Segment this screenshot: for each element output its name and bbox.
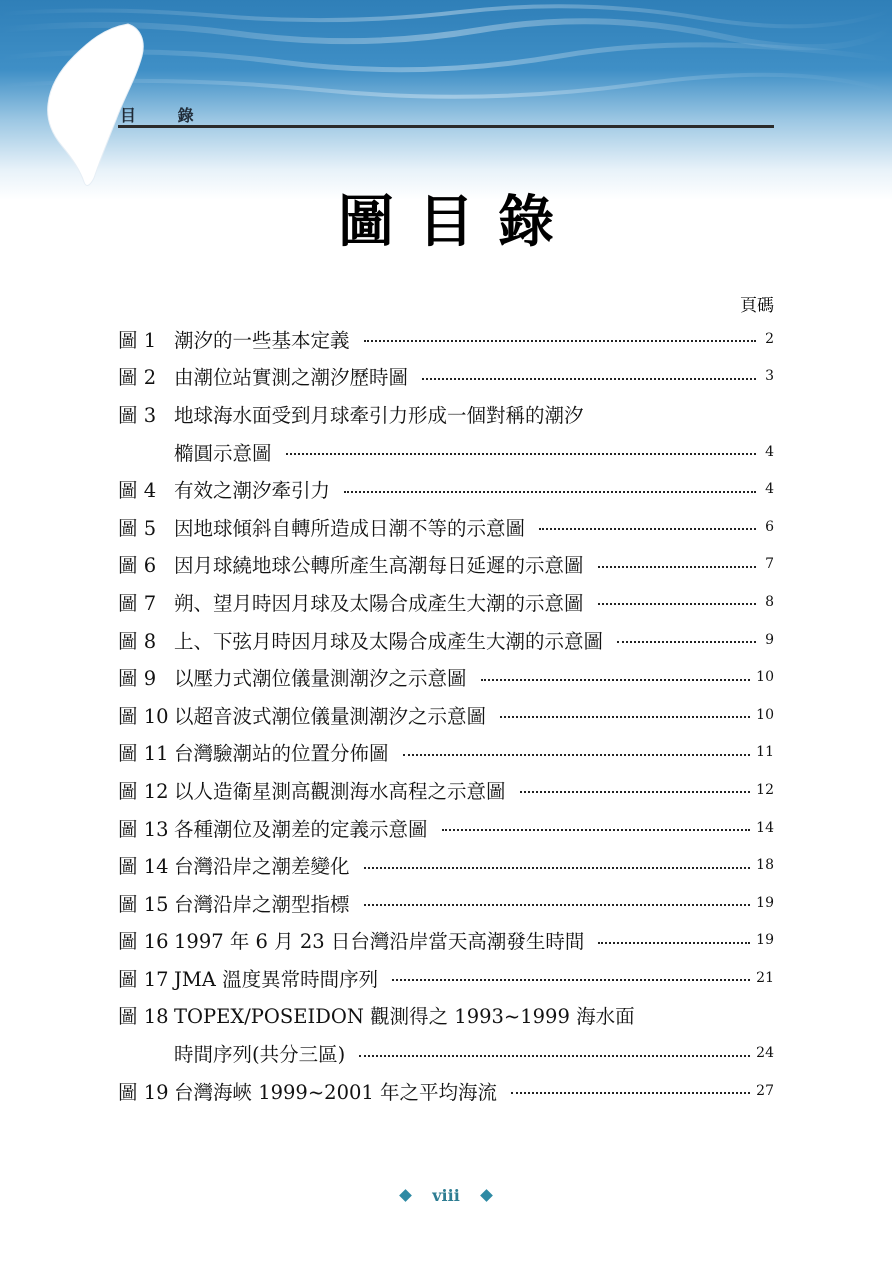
page-number: 11 bbox=[756, 744, 774, 761]
toc-row bbox=[118, 771, 774, 809]
figure-title: 潮汐的一些基本定義 bbox=[174, 328, 350, 352]
dot-leader bbox=[364, 339, 756, 342]
dot-leader bbox=[539, 527, 756, 530]
dot-leader bbox=[344, 490, 756, 493]
page-number: 6 bbox=[765, 518, 774, 535]
dot-leader bbox=[481, 678, 751, 681]
figure-title: 由潮位站實測之潮汐歷時圖 bbox=[174, 366, 409, 390]
figure-number: 圖 15 bbox=[118, 892, 169, 916]
figure-title: 橢圓示意圖 bbox=[174, 441, 272, 465]
page-number: 21 bbox=[756, 969, 774, 986]
dot-leader bbox=[403, 753, 751, 756]
dot-leader bbox=[286, 452, 756, 455]
figure-title: 台灣驗潮站的位置分佈圖 bbox=[174, 742, 389, 766]
dot-leader bbox=[500, 715, 750, 718]
figure-number: 圖 9 bbox=[118, 667, 157, 691]
figure-title: 1997 年 6 月 23 日台灣沿岸當天高潮發生時間 bbox=[174, 930, 585, 954]
figure-number: 圖 4 bbox=[118, 479, 157, 503]
dot-leader bbox=[511, 1091, 750, 1094]
dot-leader bbox=[442, 828, 751, 831]
page-number: 3 bbox=[765, 368, 774, 385]
figure-title: 時間序列(共分三區) bbox=[174, 1043, 346, 1067]
figure-number: 圖 16 bbox=[118, 930, 169, 954]
page-number: 2 bbox=[765, 330, 774, 347]
page-number: 19 bbox=[756, 894, 774, 911]
figure-title: 因地球傾斜自轉所造成日潮不等的示意圖 bbox=[174, 516, 526, 540]
figure-number: 圖 12 bbox=[118, 779, 169, 803]
toc-row bbox=[118, 809, 774, 847]
toc-row bbox=[118, 470, 774, 508]
figure-number: 圖 13 bbox=[118, 817, 169, 841]
toc-row bbox=[118, 884, 774, 922]
figure-number: 圖 18 bbox=[118, 1005, 169, 1029]
dot-leader bbox=[617, 640, 756, 643]
diamond-right-icon bbox=[480, 1189, 493, 1202]
page-number: 8 bbox=[765, 593, 774, 610]
page-number: 14 bbox=[756, 819, 774, 836]
toc-row bbox=[118, 546, 774, 584]
footer bbox=[0, 1186, 892, 1205]
page-number: 19 bbox=[756, 932, 774, 949]
section-label: 目 錄 bbox=[120, 106, 212, 125]
taiwan-island-icon bbox=[0, 0, 180, 200]
figure-title: 朔、望月時因月球及太陽合成產生大潮的示意圖 bbox=[174, 591, 584, 615]
figure-title: 有效之潮汐牽引力 bbox=[174, 479, 331, 503]
page-number: 9 bbox=[765, 631, 774, 648]
footer-page-number: viii bbox=[432, 1186, 460, 1205]
toc-row bbox=[118, 358, 774, 396]
figure-title: 以人造衛星測高觀測海水高程之示意圖 bbox=[174, 779, 506, 803]
diamond-left-icon bbox=[399, 1189, 412, 1202]
dot-leader bbox=[359, 1054, 750, 1057]
dot-leader bbox=[520, 790, 751, 793]
figure-title: 上、下弦月時因月球及太陽合成產生大潮的示意圖 bbox=[174, 629, 604, 653]
figure-number: 圖 1 bbox=[118, 328, 157, 352]
figure-title: 地球海水面受到月球牽引力形成一個對稱的潮汐 bbox=[174, 403, 584, 427]
figure-title: 因月球繞地球公轉所產生高潮每日延遲的示意圖 bbox=[174, 554, 584, 578]
toc-row bbox=[118, 583, 774, 621]
figure-title: JMA 溫度異常時間序列 bbox=[174, 967, 379, 991]
page-number: 24 bbox=[756, 1045, 774, 1062]
page-number: 12 bbox=[756, 781, 774, 798]
page-number: 4 bbox=[765, 481, 774, 498]
figure-title: 以超音波式潮位儀量測潮汐之示意圖 bbox=[174, 704, 487, 728]
toc-row bbox=[118, 658, 774, 696]
dot-leader bbox=[598, 565, 756, 568]
figure-title: TOPEX/POSEIDON 觀測得之 1993~1999 海水面 bbox=[174, 1005, 635, 1029]
figure-title: 各種潮位及潮差的定義示意圖 bbox=[174, 817, 428, 841]
page-number: 10 bbox=[756, 669, 774, 686]
dot-leader bbox=[364, 903, 751, 906]
figure-number: 圖 2 bbox=[118, 366, 157, 390]
toc-row bbox=[118, 433, 774, 471]
toc-row bbox=[118, 734, 774, 772]
toc-row bbox=[118, 1072, 774, 1110]
toc-row bbox=[118, 846, 774, 884]
toc-row bbox=[118, 1034, 774, 1072]
figure-number: 圖 11 bbox=[118, 742, 169, 766]
dot-leader bbox=[422, 377, 756, 380]
toc-row bbox=[118, 395, 774, 433]
toc-row bbox=[118, 997, 774, 1035]
toc-row bbox=[118, 320, 774, 358]
page-number: 10 bbox=[756, 706, 774, 723]
toc-row bbox=[118, 922, 774, 960]
figure-number: 圖 10 bbox=[118, 704, 169, 728]
page-number: 27 bbox=[756, 1082, 774, 1099]
figure-number: 圖 17 bbox=[118, 967, 169, 991]
dot-leader bbox=[392, 978, 750, 981]
page-title: 圖目錄 bbox=[338, 189, 578, 255]
table-of-figures bbox=[118, 320, 774, 1109]
figure-number: 圖 3 bbox=[118, 403, 157, 427]
figure-number: 圖 8 bbox=[118, 629, 157, 653]
page-column-label: 頁碼 bbox=[740, 296, 774, 316]
dot-leader bbox=[598, 602, 756, 605]
page-number: 18 bbox=[756, 857, 774, 874]
figure-number: 圖 6 bbox=[118, 554, 157, 578]
header-divider bbox=[118, 125, 774, 128]
figure-title: 台灣沿岸之潮差變化 bbox=[174, 855, 350, 879]
figure-number: 圖 14 bbox=[118, 855, 169, 879]
figure-title: 以壓力式潮位儀量測潮汐之示意圖 bbox=[174, 667, 467, 691]
toc-row bbox=[118, 621, 774, 659]
dot-leader bbox=[364, 866, 751, 869]
figure-number: 圖 19 bbox=[118, 1080, 169, 1104]
page-number: 4 bbox=[765, 443, 774, 460]
toc-row bbox=[118, 959, 774, 997]
figure-title: 台灣海峽 1999~2001 年之平均海流 bbox=[174, 1080, 497, 1104]
figure-number: 圖 5 bbox=[118, 516, 157, 540]
dot-leader bbox=[598, 941, 750, 944]
toc-row bbox=[118, 508, 774, 546]
figure-number: 圖 7 bbox=[118, 591, 157, 615]
toc-row bbox=[118, 696, 774, 734]
figure-title: 台灣沿岸之潮型指標 bbox=[174, 892, 350, 916]
page-number: 7 bbox=[765, 556, 774, 573]
